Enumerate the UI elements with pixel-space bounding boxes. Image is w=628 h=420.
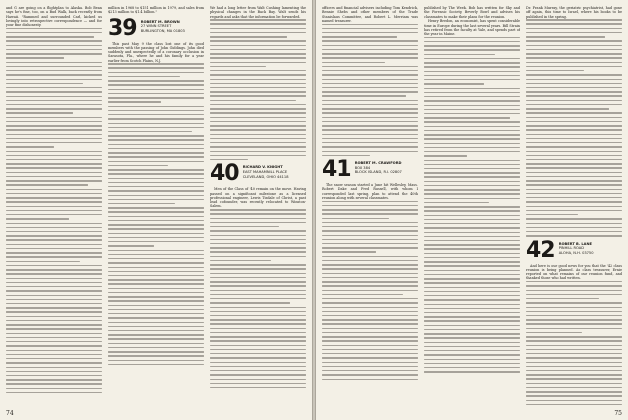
text-lines	[6, 28, 102, 406]
paragraph: and G are going on a flightplan to Alaska. Bob Bean says he's fine, too, on a Bud Walk, back recently from Hawaii. "Rammed and surrounded Carl, kicked us lovingly into retrospective correspondence — and for your fine dishonesty.	[6, 6, 102, 27]
column-left-3	[210, 6, 306, 406]
page-left	[0, 0, 312, 420]
secretary-address	[355, 159, 402, 175]
page-number: 75	[614, 410, 622, 417]
paragraph: Men of the Class of '40 remain on the move. Having passed on a significant milestone as a licensed professional engineer, Lewis Tisdale of Christ, a past lead cofounder, was recently relocated to Winston-Salem.	[210, 187, 306, 209]
page-right	[316, 0, 628, 420]
class-number: 42	[526, 237, 555, 263]
address-line-2: BLOCK ISLAND, R.I. 02807	[354, 170, 402, 175]
column-left-1	[6, 6, 102, 406]
address-line-2: CLEVELAND, OHIO 44118	[242, 174, 289, 179]
address-line-1: EAST MAHAMNILL PLACE	[242, 169, 288, 174]
text-lines	[322, 24, 418, 157]
column-right-1	[322, 6, 418, 406]
text-lines	[526, 19, 622, 236]
paragraph: officers and financial advisers including Tom Kendrick, Bennie Shebs and other members of the Trade Stanislaus Committee, and Robert L. Merriam was named treasurer.	[322, 6, 418, 23]
paragraph: Dr. Frank Murray, the geriatric psychiatrist, had gone off again, this time to Israel, where his books to be published in the spring.	[526, 6, 622, 19]
column-left-2	[108, 6, 204, 406]
class-number: 41	[322, 157, 351, 183]
text-lines	[526, 281, 622, 406]
class-heading-42	[526, 237, 622, 263]
address-line-1: 27 WINN STREET	[140, 24, 172, 29]
page-number: 74	[6, 410, 14, 417]
secretary-address	[559, 240, 594, 256]
paragraph: The snow season started a June hit Wellesley, Mass. Robert Dake and Fred Russell, with whom I corresponded last spring, plan to attend the 40th reunion along with several classmates.	[322, 183, 418, 200]
text-lines	[210, 209, 306, 406]
address-line-2: ALOHA, N.H. 03750	[558, 250, 594, 255]
text-lines	[424, 37, 520, 406]
secretary-name: RICHARD V. KNIGHT	[242, 165, 283, 170]
column-right-3	[526, 6, 622, 406]
paragraph: And here is our good news for you that the '42 class reunion is being planned. As class treasurer, Ernie reported on what remains of our reunion fund, and thanked those who had written.	[526, 263, 622, 281]
text-lines	[322, 201, 418, 406]
secretary-address	[243, 163, 289, 179]
class-number: 39	[108, 15, 137, 41]
address-line-2: BURLINGTON, MA 01803	[140, 28, 185, 33]
paragraph: Henry Bredon, an economist, has spent considerable time in Europe during the last several years. Bill Strain has retired from the faculty at Yale, and spends part of the year in Maine.	[424, 19, 520, 36]
secretary-name: ROBERT M. CRAWFORD	[354, 161, 402, 166]
secretary-name: ROBERT B. LANE	[558, 241, 592, 246]
paragraph: million in 1968 to $151 million in 1979, and sales from $213 million to $1.4 billion."	[108, 6, 204, 15]
paragraph: published by The Week. Bob has written for Sky and the Forensic Society, Beverly Bowl and advises his classmates to make their plans for the reunion.	[424, 6, 520, 19]
secretary-address	[141, 18, 185, 34]
class-number: 40	[210, 161, 239, 187]
text-lines	[108, 63, 204, 406]
class-heading-41	[322, 159, 418, 181]
class-heading-40	[210, 163, 306, 185]
secretary-name: ROBERT M. BROWN	[140, 19, 180, 24]
paragraph: This past May 9 the class lost one of its good members with the passing of John Giddings. John died suddenly and unexpectedly of a coronary occlusion in Sarasota, Fla., where he and his family for a year earlier from Scotch Plains, N.J.	[108, 41, 204, 63]
address-line-1: PINHILL ROAD	[558, 246, 585, 251]
column-right-2	[424, 6, 520, 406]
text-lines	[210, 19, 306, 160]
paragraph: We had a long letter from Walt Cushing lamenting the physical changes in the Back Bay. Walt sends his regards and asks that the information be forwarded.	[210, 6, 306, 19]
class-heading-39	[108, 15, 204, 41]
address-line-1: BOX 384	[354, 165, 371, 170]
